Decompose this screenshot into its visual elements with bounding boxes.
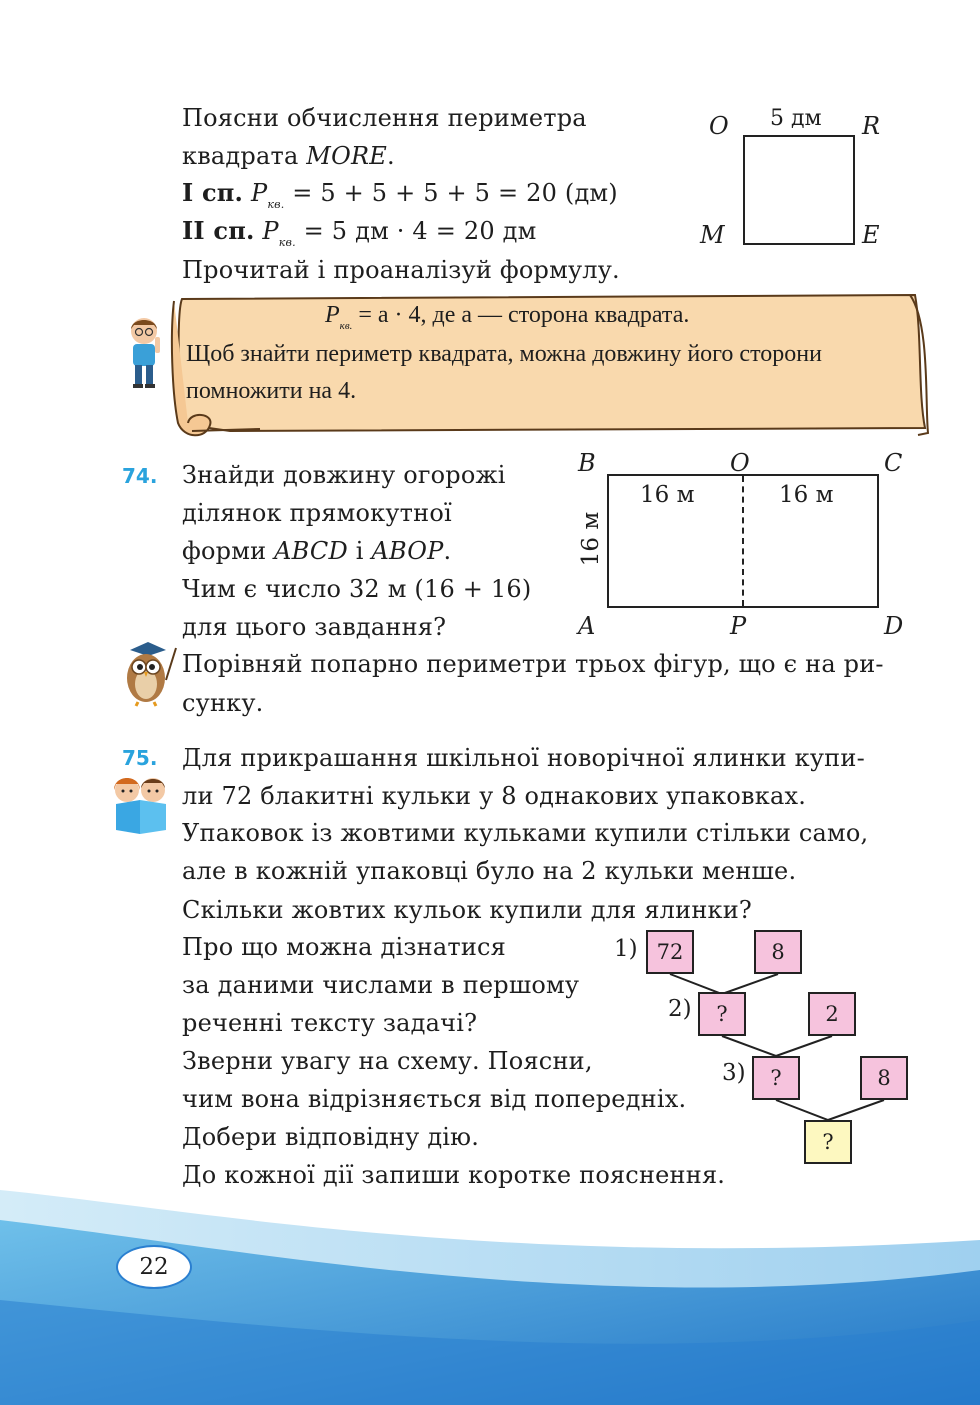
label-c: C: [884, 449, 903, 477]
task-75-line-11: Добери відповідну дію.: [182, 1123, 480, 1151]
scheme-box-72: 72: [646, 930, 694, 974]
label-m: M: [700, 221, 725, 249]
label-r: R: [862, 112, 881, 140]
task-75-line-6: Про що можна дізнатися: [182, 933, 506, 961]
task-75-number: 75.: [122, 746, 158, 770]
task-75-line-10: чим вона відрізняється від попередніх.: [182, 1085, 687, 1113]
intro-way-2: ІІ сп. $P_{кв.} = 5$ дм · 4 = 20 дм: [182, 216, 537, 249]
scheme-box-2: 2: [808, 992, 856, 1036]
scheme-step-3: 3): [722, 1060, 746, 1086]
task-75-line-3: Упаковок із жовтими кульками купили стільки само,: [182, 819, 869, 847]
label-o2: O: [730, 449, 750, 477]
top-right-length: 16 м: [779, 482, 834, 508]
scheme-box-answer: ?: [804, 1120, 852, 1164]
formula-text: $P_{кв.} = a \cdot 4$, де a — сторона квадрата.: [325, 302, 690, 332]
task-75-line-12: До кожної дії запиши коротке пояснення.: [182, 1161, 726, 1189]
label-o: O: [709, 112, 729, 140]
intro-line-2: квадрата MORE.: [182, 142, 395, 170]
task-74-line-5: для цього завдання?: [182, 613, 447, 641]
task-75-line-8: реченні тексту задачі?: [182, 1009, 478, 1037]
task-74-line-1: Знайди довжину огорожі: [182, 461, 506, 489]
scheme-step-2: 2): [668, 996, 692, 1022]
intro-way-1: І сп. $P_{кв.} = 5 + 5 + 5 + 5 = 20$ (дм): [182, 178, 618, 211]
label-e: E: [862, 221, 880, 249]
task-74-number: 74.: [122, 464, 158, 488]
label-b: B: [578, 449, 596, 477]
task-74-line-4: Чим є число 32 м (16 + 16): [182, 575, 532, 603]
top-left-length: 16 м: [640, 482, 695, 508]
owl-line-2: сунку.: [182, 689, 264, 717]
side-length: 16 м: [578, 511, 604, 567]
label-d: D: [884, 612, 904, 640]
task-74-line-2: ділянок прямокутної: [182, 499, 452, 527]
task-75-line-7: за даними числами в першому: [182, 971, 580, 999]
label-p: P: [730, 612, 747, 640]
task-75-line-9: Зверни увагу на схему. Поясни,: [182, 1047, 593, 1075]
scheme-step-1: 1): [614, 936, 638, 962]
rule-line-2: помножити на 4.: [186, 378, 357, 404]
scheme-box-q1: ?: [698, 992, 746, 1036]
intro-line-5: Прочитай і проаналізуй формулу.: [182, 256, 620, 284]
intro-line-1: Поясни обчислення периметра: [182, 104, 587, 132]
page-number: 22: [139, 1254, 169, 1280]
task-75-line-5: Скільки жовтих кульок купили для ялинки?: [182, 896, 752, 924]
square-side-label: 5 дм: [770, 106, 822, 131]
label-a: A: [578, 612, 596, 640]
rule-line-1: Щоб знайти периметр квадрата, можна довжину його сторони: [186, 341, 822, 367]
task-75-line-1: Для прикрашання шкільної новорічної ялинки купи-: [182, 744, 865, 772]
scheme-box-q2: ?: [752, 1056, 800, 1100]
scheme-box-8b: 8: [860, 1056, 908, 1100]
task-74-line-3: форми ABCD і ABOP.: [182, 537, 452, 565]
scheme-box-8a: 8: [754, 930, 802, 974]
owl-line-1: Порівняй попарно периметри трьох фігур, що є на ри-: [182, 650, 884, 678]
task-75-line-4: але в кожній упаковці було на 2 кульки менше.: [182, 857, 797, 885]
task-75-line-2: ли 72 блакитні кульки у 8 однакових упаковках.: [182, 782, 807, 810]
page-number-badge: [116, 1245, 192, 1289]
